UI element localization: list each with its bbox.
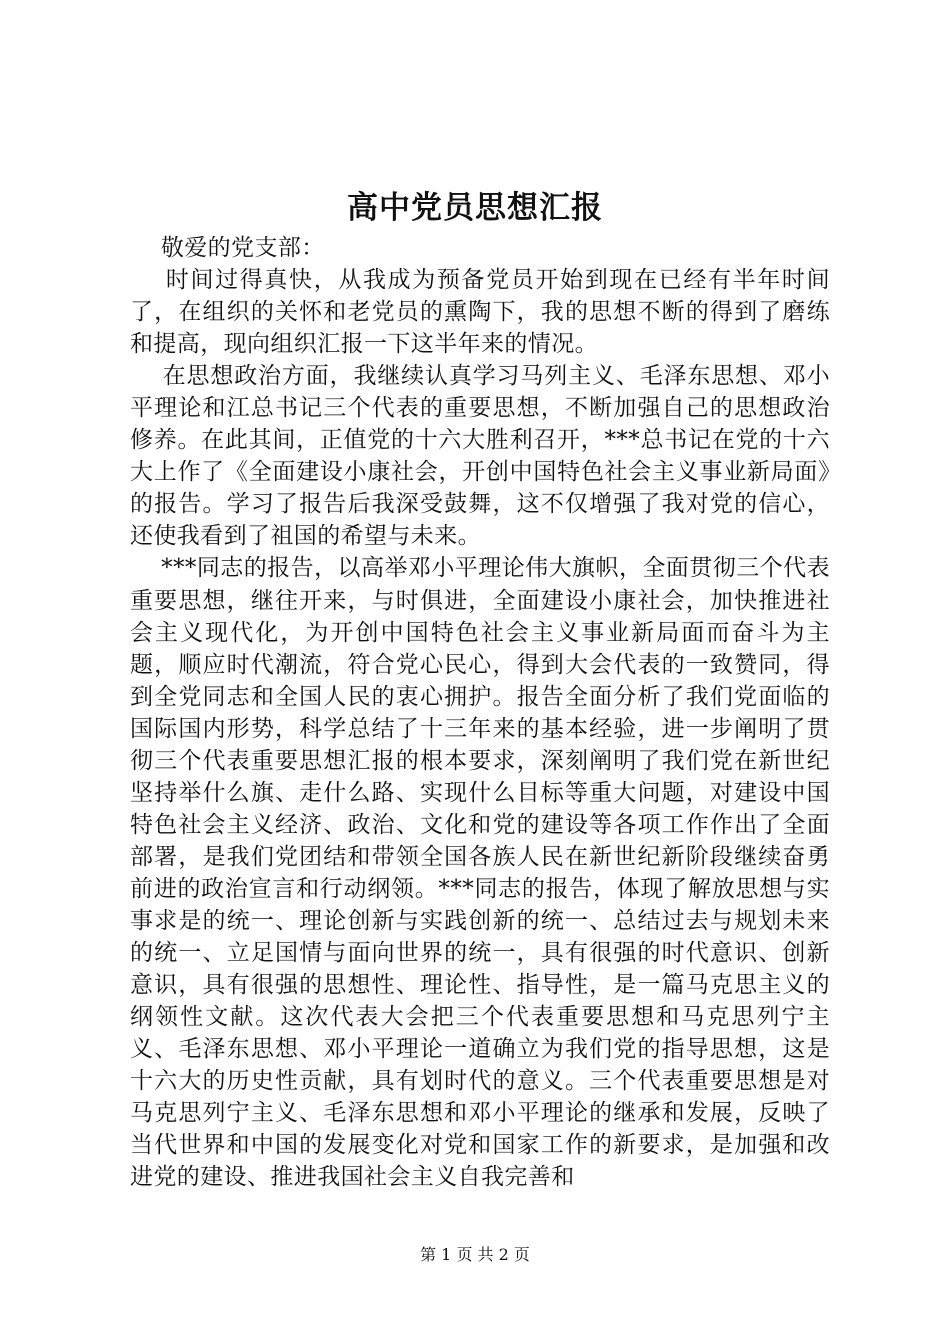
document-title: 高中党员思想汇报 xyxy=(347,190,603,226)
paragraph-3: ***同志的报告，以高举邓小平理论伟大旗帜，全面贯彻三个代表重要思想，继往开来，与时俱进，全面建设小康社会，加快推进社会主义现代化，为开创中国特色社会主义事业新局面而奋斗为主题，顺应时代潮流，符合党心民心，得到大会代表的一致赞同，得到全党同志和全国人民的衷心拥护。报告全面分析了我们党面临的国际国内形势，科学总结了十三年来的基本经验，进一步阐明了贯彻三个代表重要思想汇报的根本要求，深刻阐明了我们党在新世纪坚持举什么旗、走什么路、实现什么目标等重大问题，对建设中国特色社会主义经济、政治、文化和党的建设等各项工作作出了全面部署，是我们党团结和带领全国各族人民在新世纪新阶段继续奋勇前进的政治宣言和行动纲领。***同志的报告，体现了解放思想与实事求是的统一、理论创新与实践创新的统一、总结过去与规划未来的统一、立足国情与面向世界的统一，具有很强的时代意识、创新意识，具有很强的思想性、理论性、指导性，是一篇马克思主义的纲领性文献。这次代表大会把三个代表重要思想和马克思列宁主义、毛泽东思想、邓小平理论一道确立为我们党的指导思想，这是十六大的历史性贡献，具有划时代的意义。三个代表重要思想是对马克思列宁主义、毛泽东思想和邓小平理论的继承和发展，反映了当代世界和中国的发展变化对党和国家工作的新要求，是加强和改进党的建设、推进我国社会主义自我完善和 xyxy=(130,555,830,1191)
paragraph-2: 在思想政治方面，我继续认真学习马列主义、毛泽东思想、邓小平理论和江总书记三个代表的重要思想，不断加强自己的思想政治修养。在此其间，正值党的十六大胜利召开，***总书记在党的十六大上作了《全面建设小康社会，开创中国特色社会主义事业新局面》的报告。学习了报告后我深受鼓舞，这不仅增强了我对党的信心，还使我看到了祖国的希望与未来。 xyxy=(130,363,830,550)
page-footer: 第 1 页 共 2 页 xyxy=(420,1245,530,1264)
salutation: 敬爱的党支部： xyxy=(130,235,325,261)
paragraph-1: 时间过得真快，从我成为预备党员开始到现在已经有半年时间了，在组织的关怀和老党员的熏陶下，我的思想不断的得到了磨练和提高，现向组织汇报一下这半年来的情况。 xyxy=(130,267,830,358)
document-body xyxy=(130,232,830,1193)
